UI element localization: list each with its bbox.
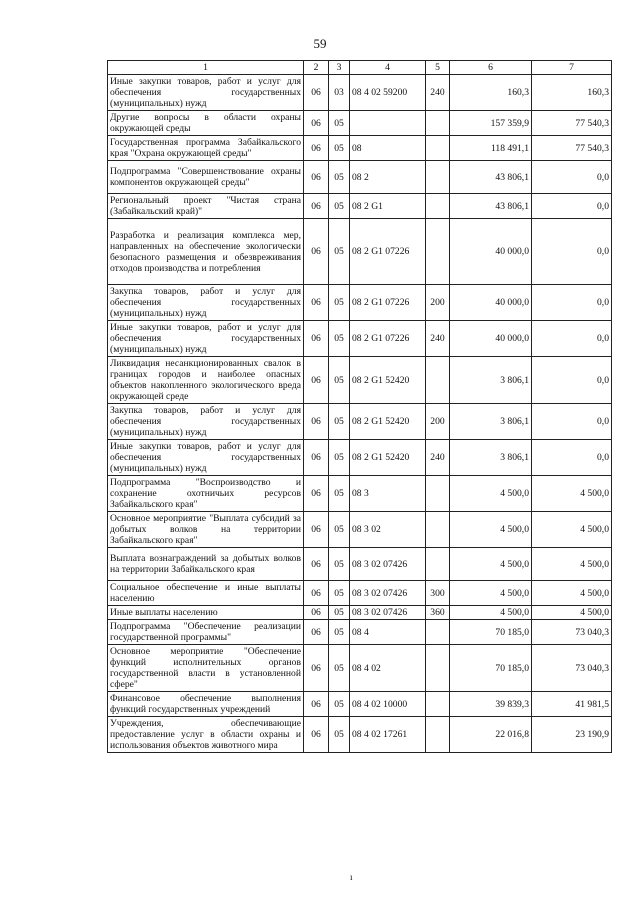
row-name: Социальное обеспечение и иные выплаты населению [108, 581, 304, 606]
row-amount-col-6: 118 491,1 [450, 136, 532, 161]
row-subsection: 05 [329, 692, 350, 717]
row-target-code: 08 3 02 [350, 512, 426, 548]
row-target-code: 08 4 [350, 620, 426, 645]
row-target-code: 08 3 02 07426 [350, 581, 426, 606]
row-section: 06 [304, 440, 329, 476]
row-subsection: 05 [329, 440, 350, 476]
header-col-4: 4 [350, 61, 426, 75]
row-amount-col-7: 4 500,0 [532, 512, 612, 548]
row-section: 06 [304, 620, 329, 645]
row-expense-type [426, 357, 450, 404]
header-col-5: 5 [426, 61, 450, 75]
row-section: 06 [304, 321, 329, 357]
row-amount-col-7: 23 190,9 [532, 717, 612, 753]
table-row [108, 606, 612, 620]
row-subsection: 05 [329, 111, 350, 136]
row-expense-type [426, 194, 450, 219]
row-expense-type: 240 [426, 75, 450, 111]
row-name: Государственная программа Забайкальского края "Охрана окружающей среды" [108, 136, 304, 161]
row-section: 06 [304, 512, 329, 548]
row-expense-type: 360 [426, 606, 450, 620]
table-row [108, 219, 612, 285]
table-row [108, 321, 612, 357]
row-expense-type [426, 548, 450, 581]
row-amount-col-6: 39 839,3 [450, 692, 532, 717]
row-expense-type [426, 512, 450, 548]
table-row [108, 136, 612, 161]
row-expense-type [426, 219, 450, 285]
row-subsection: 05 [329, 404, 350, 440]
row-subsection: 05 [329, 194, 350, 219]
row-name: Основное мероприятие "Выплата субсидий за добытых волков на территории Забайкальского края" [108, 512, 304, 548]
row-target-code: 08 2 G1 [350, 194, 426, 219]
row-amount-col-7: 160,3 [532, 75, 612, 111]
row-expense-type [426, 692, 450, 717]
row-section: 06 [304, 476, 329, 512]
row-amount-col-7: 41 981,5 [532, 692, 612, 717]
row-subsection: 05 [329, 512, 350, 548]
row-expense-type [426, 161, 450, 194]
row-target-code: 08 4 02 17261 [350, 717, 426, 753]
row-name: Финансовое обеспечение выполнения функций государственных учреждений [108, 692, 304, 717]
row-name: Региональный проект "Чистая страна (Забайкальский край)" [108, 194, 304, 219]
header-col-3: 3 [329, 61, 350, 75]
row-section: 06 [304, 75, 329, 111]
row-subsection: 05 [329, 357, 350, 404]
row-subsection: 03 [329, 75, 350, 111]
row-name: Иные закупки товаров, работ и услуг для обеспечения государственных (муниципальных) нужд [108, 321, 304, 357]
row-expense-type [426, 476, 450, 512]
row-subsection: 05 [329, 548, 350, 581]
row-subsection: 05 [329, 219, 350, 285]
footer-mark: ı [350, 872, 353, 882]
row-amount-col-7: 0,0 [532, 285, 612, 321]
row-section: 06 [304, 645, 329, 692]
table-row [108, 512, 612, 548]
row-target-code: 08 4 02 10000 [350, 692, 426, 717]
row-expense-type: 240 [426, 440, 450, 476]
row-amount-col-6: 70 185,0 [450, 620, 532, 645]
row-expense-type: 200 [426, 404, 450, 440]
row-amount-col-6: 4 500,0 [450, 581, 532, 606]
row-amount-col-7: 0,0 [532, 440, 612, 476]
row-name: Подпрограмма "Совершенствование охраны компонентов окружающей среды" [108, 161, 304, 194]
row-subsection: 05 [329, 136, 350, 161]
row-name: Иные закупки товаров, работ и услуг для обеспечения государственных (муниципальных) нужд [108, 440, 304, 476]
table-row [108, 620, 612, 645]
row-amount-col-6: 3 806,1 [450, 357, 532, 404]
row-expense-type [426, 620, 450, 645]
row-name: Закупка товаров, работ и услуг для обеспечения государственных (муниципальных) нужд [108, 285, 304, 321]
row-target-code: 08 2 G1 07226 [350, 219, 426, 285]
row-target-code [350, 111, 426, 136]
row-amount-col-6: 22 016,8 [450, 717, 532, 753]
row-target-code: 08 2 G1 52420 [350, 404, 426, 440]
row-section: 06 [304, 404, 329, 440]
row-target-code: 08 4 02 59200 [350, 75, 426, 111]
table-row [108, 194, 612, 219]
row-name: Выплата вознаграждений за добытых волков на территории Забайкальского края [108, 548, 304, 581]
row-expense-type [426, 136, 450, 161]
table-row [108, 161, 612, 194]
row-amount-col-7: 4 500,0 [532, 606, 612, 620]
row-target-code: 08 [350, 136, 426, 161]
row-target-code: 08 3 [350, 476, 426, 512]
row-amount-col-7: 0,0 [532, 321, 612, 357]
page-number: 59 [313, 36, 327, 51]
header-col-7: 7 [532, 61, 612, 75]
row-amount-col-6: 70 185,0 [450, 645, 532, 692]
row-name: Иные закупки товаров, работ и услуг для обеспечения государственных (муниципальных) нужд [108, 75, 304, 111]
row-subsection: 05 [329, 476, 350, 512]
table-row [108, 645, 612, 692]
row-name: Основное мероприятие "Обеспечение функций исполнительных органов государственной власти в установленной сфере" [108, 645, 304, 692]
row-amount-col-6: 3 806,1 [450, 404, 532, 440]
table-body [108, 75, 612, 753]
row-amount-col-6: 4 500,0 [450, 476, 532, 512]
row-target-code: 08 2 G1 52420 [350, 357, 426, 404]
row-target-code: 08 2 G1 07226 [350, 321, 426, 357]
row-amount-col-6: 43 806,1 [450, 161, 532, 194]
row-section: 06 [304, 161, 329, 194]
row-name: Подпрограмма "Обеспечение реализации государственной программы" [108, 620, 304, 645]
row-section: 06 [304, 717, 329, 753]
row-amount-col-6: 157 359,9 [450, 111, 532, 136]
row-subsection: 05 [329, 620, 350, 645]
row-target-code: 08 4 02 [350, 645, 426, 692]
row-amount-col-7: 77 540,3 [532, 111, 612, 136]
table-row [108, 440, 612, 476]
row-subsection: 05 [329, 285, 350, 321]
row-section: 06 [304, 581, 329, 606]
row-section: 06 [304, 111, 329, 136]
row-amount-col-6: 3 806,1 [450, 440, 532, 476]
table-row [108, 476, 612, 512]
row-expense-type [426, 717, 450, 753]
header-col-2: 2 [304, 61, 329, 75]
row-subsection: 05 [329, 645, 350, 692]
row-name: Ликвидация несанкционированных свалок в границах городов и наиболее опасных объектов накопленного экологического вреда окружающей среде [108, 357, 304, 404]
row-name: Учреждения, обеспечивающие предоставление услуг в области охраны и использования объектов животного мира [108, 717, 304, 753]
row-amount-col-7: 4 500,0 [532, 476, 612, 512]
row-expense-type [426, 645, 450, 692]
row-amount-col-7: 0,0 [532, 161, 612, 194]
row-name: Разработка и реализация комплекса мер, направленных на обеспечение экологически безопасного размещения и обезвреживания отходов производства и потребления [108, 219, 304, 285]
header-col-1: 1 [108, 61, 304, 75]
table-row [108, 692, 612, 717]
row-section: 06 [304, 285, 329, 321]
header-row [108, 61, 612, 75]
row-target-code: 08 2 G1 52420 [350, 440, 426, 476]
row-amount-col-7: 0,0 [532, 357, 612, 404]
row-name: Другие вопросы в области охраны окружающей среды [108, 111, 304, 136]
table-row [108, 285, 612, 321]
table-row [108, 111, 612, 136]
table-row [108, 581, 612, 606]
row-amount-col-6: 40 000,0 [450, 219, 532, 285]
row-name: Подпрограмма "Воспроизводство и сохранение охотничьих ресурсов Забайкальского края" [108, 476, 304, 512]
row-amount-col-7: 4 500,0 [532, 581, 612, 606]
row-name: Закупка товаров, работ и услуг для обеспечения государственных (муниципальных) нужд [108, 404, 304, 440]
row-amount-col-7: 0,0 [532, 194, 612, 219]
budget-table [107, 60, 612, 753]
row-target-code: 08 2 [350, 161, 426, 194]
row-expense-type [426, 111, 450, 136]
row-subsection: 05 [329, 161, 350, 194]
row-amount-col-6: 4 500,0 [450, 606, 532, 620]
row-expense-type: 300 [426, 581, 450, 606]
row-subsection: 05 [329, 606, 350, 620]
row-amount-col-7: 0,0 [532, 219, 612, 285]
row-section: 06 [304, 219, 329, 285]
row-target-code: 08 2 G1 07226 [350, 285, 426, 321]
row-amount-col-6: 40 000,0 [450, 321, 532, 357]
row-amount-col-7: 77 540,3 [532, 136, 612, 161]
row-amount-col-6: 40 000,0 [450, 285, 532, 321]
row-section: 06 [304, 136, 329, 161]
row-expense-type: 240 [426, 321, 450, 357]
header-col-6: 6 [450, 61, 532, 75]
table-row [108, 717, 612, 753]
row-amount-col-7: 73 040,3 [532, 645, 612, 692]
table-header [108, 61, 612, 75]
row-amount-col-7: 4 500,0 [532, 548, 612, 581]
row-amount-col-6: 4 500,0 [450, 512, 532, 548]
row-subsection: 05 [329, 321, 350, 357]
row-amount-col-6: 4 500,0 [450, 548, 532, 581]
row-amount-col-6: 160,3 [450, 75, 532, 111]
row-target-code: 08 3 02 07426 [350, 606, 426, 620]
table-row [108, 357, 612, 404]
table-row [108, 75, 612, 111]
row-expense-type: 200 [426, 285, 450, 321]
table-row [108, 548, 612, 581]
row-section: 06 [304, 194, 329, 219]
row-amount-col-6: 43 806,1 [450, 194, 532, 219]
table-row [108, 404, 612, 440]
row-amount-col-7: 73 040,3 [532, 620, 612, 645]
row-subsection: 05 [329, 581, 350, 606]
row-subsection: 05 [329, 717, 350, 753]
row-section: 06 [304, 548, 329, 581]
row-section: 06 [304, 357, 329, 404]
row-target-code: 08 3 02 07426 [350, 548, 426, 581]
row-name: Иные выплаты населению [108, 606, 304, 620]
row-section: 06 [304, 692, 329, 717]
row-amount-col-7: 0,0 [532, 404, 612, 440]
row-section: 06 [304, 606, 329, 620]
